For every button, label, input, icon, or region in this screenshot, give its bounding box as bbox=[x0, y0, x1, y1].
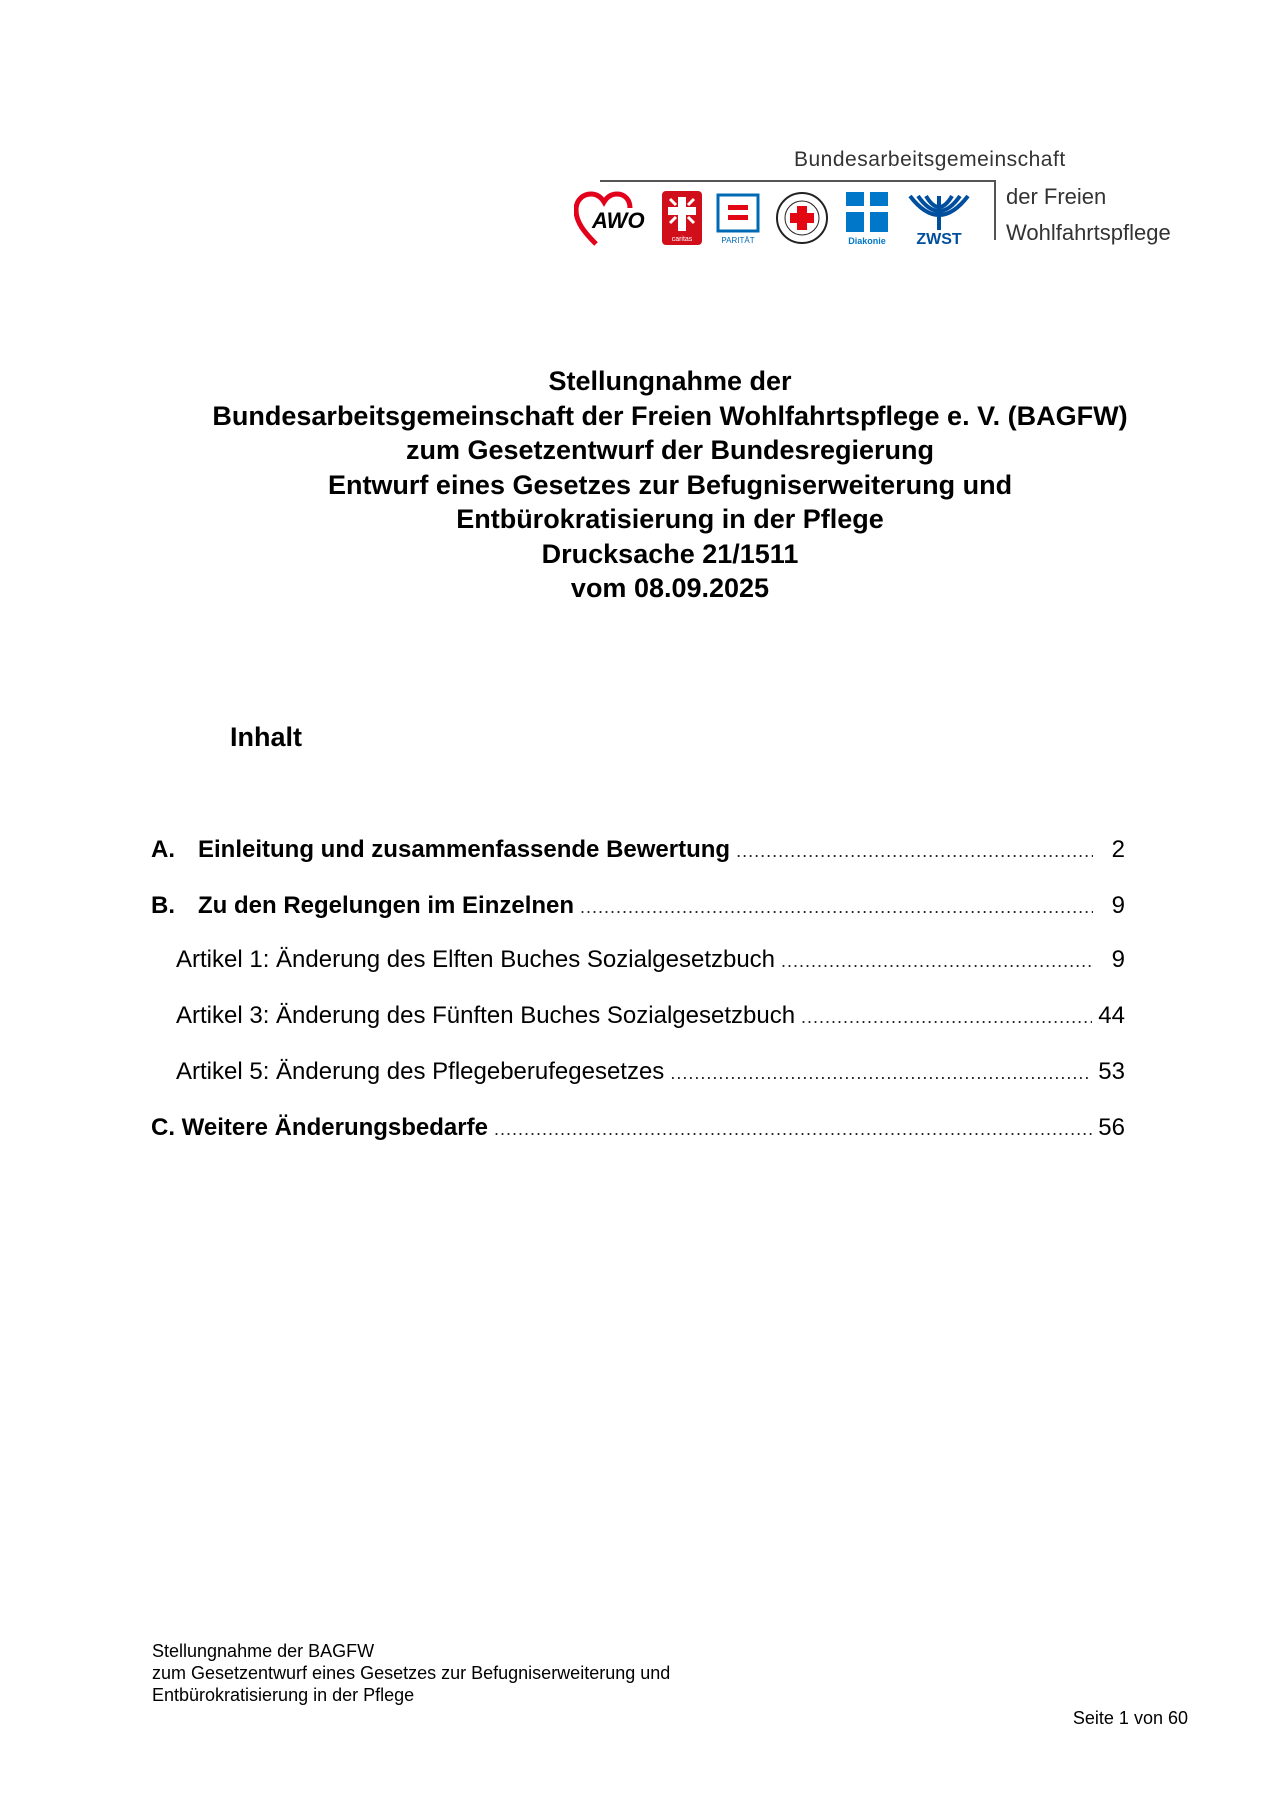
paritaet-logo bbox=[716, 191, 760, 250]
footer-line-1: Stellungnahme der BAGFW bbox=[152, 1641, 375, 1661]
awo-logo bbox=[574, 188, 648, 253]
svg-text:caritas: caritas bbox=[671, 235, 693, 243]
toc-entry-page: 44 bbox=[1098, 1002, 1125, 1029]
toc-entry-artikel-5[interactable] bbox=[151, 1058, 1125, 1092]
member-logos bbox=[574, 188, 988, 252]
page-footer bbox=[152, 1640, 670, 1706]
toc-entry-letter: A. bbox=[151, 836, 175, 863]
toc-entry-letter: B. bbox=[151, 892, 175, 919]
toc-entry-c[interactable] bbox=[151, 1114, 1125, 1148]
title-line-7: vom 08.09.2025 bbox=[570, 573, 770, 603]
org-name-top: Bundesarbeitsgemeinschaft bbox=[794, 148, 1066, 171]
svg-text:AWO: AWO bbox=[592, 207, 645, 233]
footer-line-2: zum Gesetzentwurf eines Gesetzes zur Befugniserweiterung und bbox=[152, 1663, 671, 1683]
org-name-side-1: der Freien bbox=[1006, 184, 1107, 209]
svg-text:PARITÄT: PARITÄT bbox=[721, 235, 755, 245]
toc-dot-leader bbox=[580, 897, 1093, 918]
zwst-logo bbox=[904, 190, 974, 251]
drk-logo bbox=[774, 190, 830, 251]
toc-entry-label: Artikel 5: Änderung des Pflegeberufegesetzes bbox=[176, 1058, 665, 1085]
title-line-1: Stellungnahme der bbox=[548, 366, 792, 396]
diakonie-logo bbox=[844, 190, 890, 251]
toc-entry-b[interactable] bbox=[151, 892, 1125, 926]
toc-entry-page: 9 bbox=[1111, 946, 1125, 973]
toc-entry-label: Artikel 1: Änderung des Elften Buches Sozialgesetzbuch bbox=[176, 946, 776, 973]
toc-dot-leader bbox=[494, 1119, 1092, 1140]
toc-dot-leader bbox=[801, 1007, 1092, 1028]
toc-entry-page: 2 bbox=[1111, 836, 1125, 863]
toc-entry-label: Artikel 3: Änderung des Fünften Buches Sozialgesetzbuch bbox=[176, 1002, 796, 1029]
document-title bbox=[100, 364, 1240, 606]
logo-divider-horizontal bbox=[600, 180, 994, 182]
title-line-5: Entbürokratisierung in der Pflege bbox=[456, 504, 884, 534]
title-line-6: Drucksache 21/1511 bbox=[541, 538, 799, 569]
bagfw-logo-header bbox=[574, 146, 1194, 256]
toc-dot-leader bbox=[736, 841, 1093, 862]
toc-entry-artikel-1[interactable] bbox=[151, 946, 1125, 980]
footer-line-3: Entbürokratisierung in der Pflege bbox=[152, 1685, 415, 1705]
toc-entry-page: 9 bbox=[1111, 892, 1125, 919]
title-line-4: Entwurf eines Gesetzes zur Befugniserweiterung und bbox=[327, 469, 1013, 500]
svg-text:ZWST: ZWST bbox=[916, 230, 962, 246]
logo-divider-vertical bbox=[994, 180, 996, 240]
toc-entry-a[interactable] bbox=[151, 836, 1125, 870]
toc-entry-label: C. Weitere Änderungsbedarfe bbox=[151, 1114, 488, 1141]
toc-entry-artikel-3[interactable] bbox=[151, 1002, 1125, 1036]
toc-heading: Inhalt bbox=[230, 722, 302, 752]
page-number: Seite 1 von 60 bbox=[1072, 1708, 1188, 1728]
svg-text:Diakonie: Diakonie bbox=[848, 235, 886, 246]
toc-dot-leader bbox=[670, 1063, 1092, 1084]
toc-entry-page: 53 bbox=[1098, 1058, 1125, 1085]
title-line-3: zum Gesetzentwurf der Bundesregierung bbox=[405, 435, 935, 465]
toc-entry-page: 56 bbox=[1098, 1114, 1125, 1141]
caritas-logo bbox=[662, 191, 702, 250]
title-line-2: Bundesarbeitsgemeinschaft der Freien Wohlfahrtspflege e. V. (BAGFW) bbox=[212, 400, 1128, 431]
toc-dot-leader bbox=[781, 951, 1093, 972]
org-name-side-2: Wohlfahrtspflege bbox=[1006, 220, 1171, 245]
toc-entry-label: Einleitung und zusammenfassende Bewertung bbox=[198, 836, 731, 863]
toc-entry-label: Zu den Regelungen im Einzelnen bbox=[198, 892, 575, 919]
